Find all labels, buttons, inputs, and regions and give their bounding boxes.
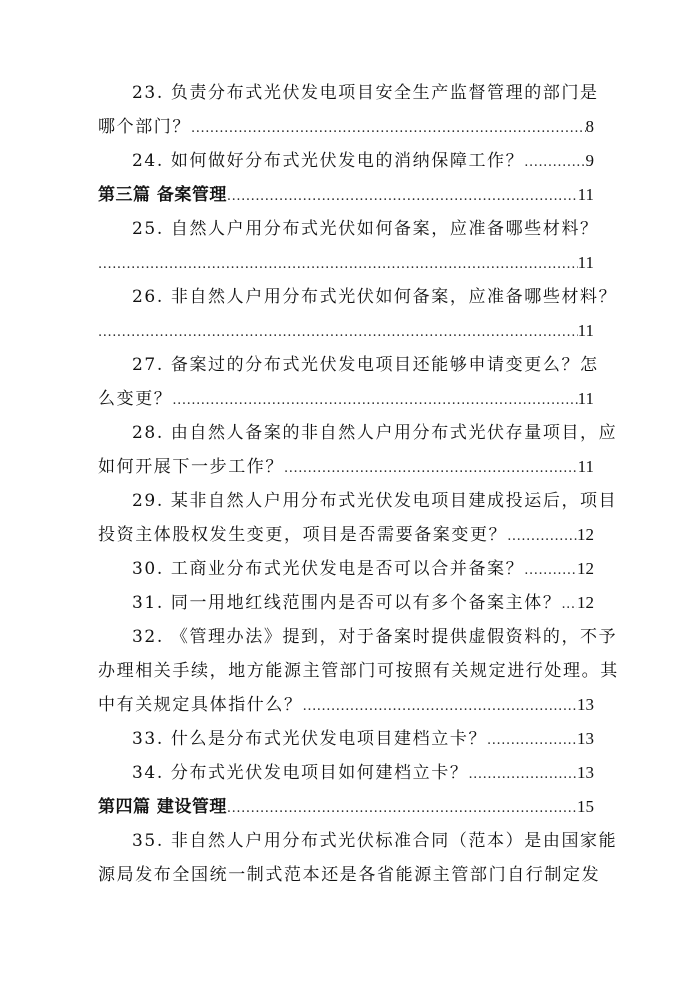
- toc-entry-line: [98, 824, 618, 858]
- toc-leader-dots: [507, 520, 577, 554]
- toc-entry-line: [98, 76, 599, 110]
- toc-page-number: 12: [577, 525, 594, 544]
- toc-entry-line: [98, 348, 599, 382]
- toc-entry-text: 30. 工商业分布式光伏发电是否可以合并备案？: [132, 559, 525, 579]
- toc-entry-line[interactable]: [98, 246, 594, 280]
- toc-entry-line[interactable]: [98, 382, 594, 416]
- toc-entry-line: [98, 858, 601, 892]
- toc-entry-line[interactable]: [98, 722, 594, 756]
- toc-entry-text: 29. 某非自然人户用分布式光伏发电项目建成投运后，项目: [132, 491, 618, 511]
- toc-entry-line[interactable]: [98, 110, 594, 144]
- toc-entry-line[interactable]: [98, 450, 594, 484]
- toc-leader-dots: [227, 792, 577, 826]
- toc-entry-text: 26. 非自然人户用分布式光伏如何备案，应准备哪些材料？: [132, 287, 618, 307]
- toc-leader-dots: [303, 690, 577, 724]
- toc-entry-text: 34. 分布式光伏发电项目如何建档立卡？: [132, 763, 469, 783]
- toc-page-number: 15: [577, 797, 594, 816]
- toc-entry-text: 中有关规定具体指什么？: [98, 695, 303, 715]
- toc-entry-text: 办理相关手续，地方能源主管部门可按照有关规定进行处理。其: [98, 661, 619, 681]
- toc-entry-text: 35. 非自然人户用分布式光伏标准合同（范本）是由国家能: [132, 831, 618, 851]
- toc-entry-line: [98, 620, 618, 654]
- toc-leader-dots: [227, 180, 578, 214]
- toc-leader-dots: [98, 248, 578, 282]
- toc-leader-dots: [561, 588, 577, 622]
- toc-section-heading[interactable]: [98, 178, 594, 212]
- toc-entry-line: [98, 654, 619, 688]
- toc-entry-text: 如何开展下一步工作？: [98, 457, 284, 477]
- toc-entry-text: 32. 《管理办法》提到，对于备案时提供虚假资料的，不予: [132, 627, 618, 647]
- toc-page-number: 13: [577, 729, 594, 748]
- toc-entry-text: 投资主体股权发生变更，项目是否需要备案变更？: [98, 525, 508, 545]
- toc-entry-text: 23. 负责分布式光伏发电项目安全生产监督管理的部门是: [132, 83, 599, 103]
- toc-entry-text: 么变更？: [98, 389, 173, 409]
- toc-entry-line: [98, 212, 599, 246]
- toc-entry-text: 25. 自然人户用分布式光伏如何备案，应准备哪些材料？: [132, 219, 599, 239]
- toc-page-number: 11: [577, 185, 594, 204]
- toc-page-number: 9: [585, 151, 594, 170]
- toc-leader-dots: [524, 554, 577, 588]
- toc-entry-text: 源局发布全国统一制式范本还是各省能源主管部门自行制定发: [98, 865, 601, 885]
- toc-entry-text: 28. 由自然人备案的非自然人户用分布式光伏存量项目，应: [132, 423, 618, 443]
- toc-entry-text: 第三篇 备案管理: [98, 185, 227, 205]
- toc-entry-line[interactable]: [98, 552, 594, 586]
- toc-entry-text: 第四篇 建设管理: [98, 797, 227, 817]
- toc-page-number: 12: [577, 593, 594, 612]
- table-of-contents: [98, 76, 619, 892]
- toc-leader-dots: [468, 758, 577, 792]
- toc-entry-text: 24. 如何做好分布式光伏发电的消纳保障工作？: [132, 151, 525, 171]
- toc-entry-line[interactable]: [98, 518, 594, 552]
- toc-leader-dots: [98, 316, 578, 350]
- toc-entry-text: 27. 备案过的分布式光伏发电项目还能够申请变更么？怎: [132, 355, 599, 375]
- toc-page-number: 8: [585, 117, 594, 136]
- toc-entry-line[interactable]: [98, 144, 594, 178]
- toc-page-number: 11: [577, 457, 594, 476]
- toc-page-number: 11: [577, 253, 594, 272]
- toc-page-number: 11: [577, 321, 594, 340]
- toc-page-number: 12: [577, 559, 594, 578]
- toc-leader-dots: [172, 384, 577, 418]
- toc-leader-dots: [524, 146, 585, 180]
- toc-entry-line: [98, 416, 618, 450]
- toc-entry-text: 33. 什么是分布式光伏发电项目建档立卡？: [132, 729, 488, 749]
- toc-entry-text: 哪个部门？: [98, 117, 191, 137]
- toc-entry-text: 31. 同一用地红线范围内是否可以有多个备案主体？: [132, 593, 562, 613]
- toc-leader-dots: [284, 452, 578, 486]
- toc-leader-dots: [487, 724, 577, 758]
- toc-page-number: 11: [577, 389, 594, 408]
- toc-entry-line[interactable]: [98, 314, 594, 348]
- toc-entry-line: [98, 280, 618, 314]
- toc-page-number: 13: [577, 763, 594, 782]
- toc-page-number: 13: [577, 695, 594, 714]
- toc-entry-line: [98, 484, 618, 518]
- toc-entry-line[interactable]: [98, 586, 594, 620]
- toc-entry-line[interactable]: [98, 688, 594, 722]
- toc-leader-dots: [191, 112, 586, 146]
- toc-section-heading[interactable]: [98, 790, 594, 824]
- toc-entry-line[interactable]: [98, 756, 594, 790]
